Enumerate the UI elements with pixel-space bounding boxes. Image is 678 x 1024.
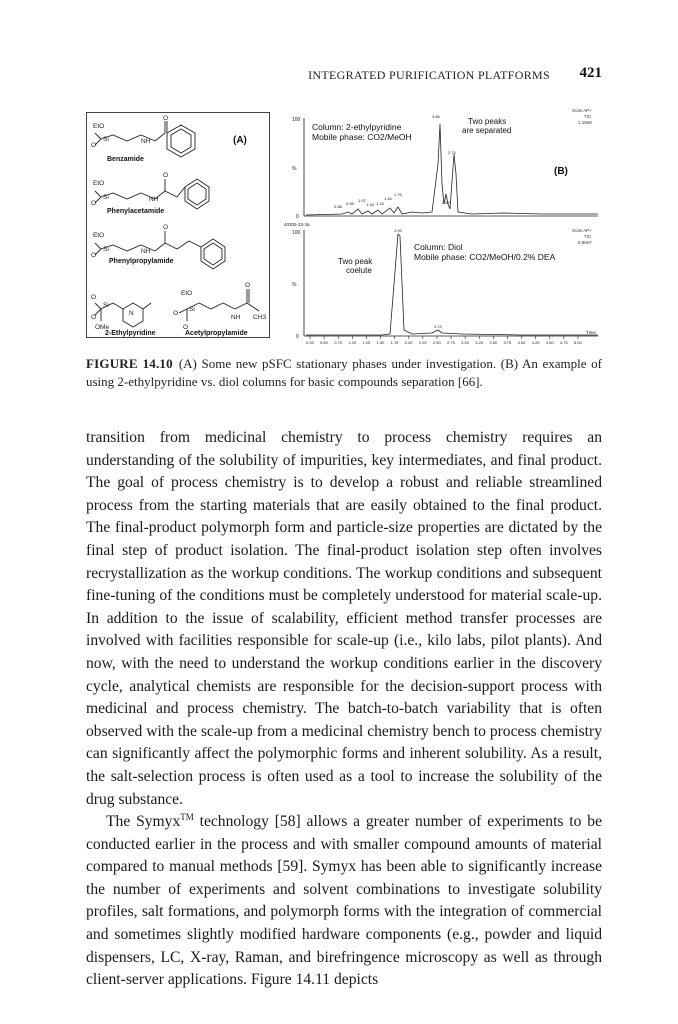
panel-a-structures xyxy=(86,112,270,338)
svg-text:Two peak: Two peak xyxy=(338,257,373,266)
top-chromatogram xyxy=(284,108,598,227)
x-tick-label: 4.50 xyxy=(545,340,554,344)
svg-text:%: % xyxy=(292,166,297,172)
svg-text:0.88: 0.88 xyxy=(334,204,342,209)
svg-text:O: O xyxy=(91,314,97,321)
svg-text:2.74: 2.74 xyxy=(448,150,456,155)
svg-text:NH: NH xyxy=(149,196,159,203)
svg-text:O: O xyxy=(245,282,251,289)
svg-text:Si: Si xyxy=(103,136,109,143)
x-axis-label: Time xyxy=(586,330,596,335)
running-title: INTEGRATED PURIFICATION PLATFORMS xyxy=(308,68,550,82)
svg-text:O: O xyxy=(183,324,189,331)
compound-2-ethylpyridine: 2-Ethylpyridine xyxy=(105,330,156,337)
x-tick-label: 0.75 xyxy=(334,340,343,344)
panel-b-chromatograms xyxy=(282,104,602,344)
x-tick-label: 1.00 xyxy=(348,340,357,344)
bottom-chromatogram xyxy=(292,228,598,344)
svg-text:Si: Si xyxy=(103,194,109,201)
svg-text:5.90e7: 5.90e7 xyxy=(578,240,592,245)
x-tick-label: 2.75 xyxy=(447,340,455,344)
x-tick-label: 1.75 xyxy=(390,340,399,344)
svg-text:EtO: EtO xyxy=(93,180,105,187)
compound-benzamide: Benzamide xyxy=(107,156,144,163)
x-tick-label: 4.25 xyxy=(531,340,540,344)
svg-text:OMe: OMe xyxy=(95,324,110,331)
x-tick-label: 0.25 xyxy=(306,340,314,344)
svg-text:O: O xyxy=(91,252,97,259)
compound-acetylpropylamide: Acetylpropylamide xyxy=(185,330,248,337)
svg-text:TIC: TIC xyxy=(584,114,592,119)
svg-text:100: 100 xyxy=(292,230,301,236)
figure-14-10 xyxy=(86,104,602,344)
panel-b-label: (B) xyxy=(554,166,568,177)
svg-text:1.76: 1.76 xyxy=(394,192,402,197)
svg-text:1.99: 1.99 xyxy=(394,228,402,233)
chromatogram-figure xyxy=(282,104,602,344)
svg-text:CH3: CH3 xyxy=(253,314,267,321)
x-tick-label: 1.25 xyxy=(362,340,371,344)
svg-text:1.18: 1.18 xyxy=(366,202,374,207)
x-tick-label: 2.00 xyxy=(404,340,413,344)
svg-text:EtO: EtO xyxy=(181,290,193,297)
svg-text:0.95: 0.95 xyxy=(346,201,354,206)
x-tick-label: 3.75 xyxy=(503,340,512,344)
svg-text:O: O xyxy=(91,294,97,301)
svg-text:NH: NH xyxy=(231,314,241,321)
svg-text:O: O xyxy=(163,115,169,122)
compound-phenylpropylamide: Phenylpropylamide xyxy=(109,258,174,265)
svg-text:N: N xyxy=(129,310,134,317)
svg-text:EtO: EtO xyxy=(93,232,105,239)
svg-text:TIC: TIC xyxy=(584,234,592,239)
svg-text:coelute: coelute xyxy=(346,266,372,275)
benzamide-eto: EtO xyxy=(93,123,105,130)
bottom-mobile-phase: Mobile phase: CO2/MeOH/0.2% DEA xyxy=(414,252,556,262)
svg-text:Scan AP+: Scan AP+ xyxy=(572,228,592,233)
top-mobile-phase: Mobile phase: CO2/MeOH xyxy=(312,132,412,142)
svg-text:0: 0 xyxy=(296,214,299,220)
body-text xyxy=(86,427,602,992)
svg-text:Si: Si xyxy=(189,306,195,313)
svg-text:O: O xyxy=(163,172,169,179)
x-tick-label: 3.00 xyxy=(461,340,469,344)
svg-text:1.18: 1.18 xyxy=(376,201,384,206)
svg-text:O: O xyxy=(163,224,169,231)
svg-text:O: O xyxy=(91,200,97,207)
x-tick-label: 3.50 xyxy=(489,340,498,344)
paragraph-1: transition from medicinal chemistry to process chemistry requires an understanding of the solubility of impurities, key intermediates, and final product. The goal of process chemistry is to develop a robust and reliable streamlined process from the starting materials that are easily obtained to the final product. The final-product polymorph form and particle-size properties are dictated by the final step of product isolation. The final-product isolation step often involves recrystallization as the workup conditions. The workup conditions and subsequent fine-tuning of the conditions must be completely understood for material scale-up. In addition to the issue of scalability, efficient method transfer processes are involved with facilities responsible for scale-up (i.e., kilo labs, pilot plants). And now, with the need to understand the workup conditions earlier in the discovery cycle, analytical chemists are responsible for the decision-support process with medicinal and process chemistry. The batch-to-batch variability that is often observed with the scale-up from a medicinal chemistry bench to process chemistry can significantly affect the polymorphic forms and inherent solubility. As a result, the salt-selection process is often used as a tool to increase the solubility of the drug substance. xyxy=(86,429,602,808)
trademark-symbol: TM xyxy=(180,811,194,822)
structures-drawing xyxy=(87,113,269,337)
compound-phenylacetamide: Phenylacetamide xyxy=(107,208,165,215)
page-number: 421 xyxy=(579,65,602,81)
svg-text:1.10e8: 1.10e8 xyxy=(578,120,592,125)
top-column-label: Column: 2-ethylpyridine xyxy=(312,122,402,132)
figure-caption xyxy=(86,355,602,391)
svg-text:1.46: 1.46 xyxy=(384,196,392,201)
svg-text:are separated: are separated xyxy=(462,126,512,135)
svg-text:100: 100 xyxy=(292,117,301,123)
x-tick-label: 2.50 xyxy=(432,340,441,344)
figure-label: FIGURE 14.10 xyxy=(86,356,173,371)
x-tick-label: 5.00 xyxy=(574,340,582,344)
svg-text:Si: Si xyxy=(103,302,109,309)
x-axis-ticks xyxy=(306,336,583,344)
x-tick-label: 4.75 xyxy=(559,340,568,344)
x-tick-label: 4.00 xyxy=(517,340,526,344)
svg-text:1.07: 1.07 xyxy=(358,198,366,203)
panel-a-label: (A) xyxy=(233,135,247,146)
svg-text:NH: NH xyxy=(141,248,151,255)
svg-text:2.59: 2.59 xyxy=(442,200,450,205)
x-tick-label: 2.25 xyxy=(418,340,427,344)
svg-text:Si: Si xyxy=(103,246,109,253)
svg-text:Two peaks: Two peaks xyxy=(468,117,507,126)
bottom-column-label: Column: Diol xyxy=(414,242,463,252)
svg-text:2.72: 2.72 xyxy=(434,324,442,329)
x-tick-label: 0.50 xyxy=(320,340,328,344)
x-tick-label: 3.25 xyxy=(475,340,484,344)
svg-text:O: O xyxy=(91,142,97,149)
x-tick-label: 1.50 xyxy=(376,340,385,344)
svg-text:40305-33-3a: 40305-33-3a xyxy=(284,222,310,227)
svg-text:%: % xyxy=(292,282,297,288)
svg-text:Scan AP+: Scan AP+ xyxy=(572,108,592,113)
paragraph-2: The Symyx™ technology [58] allows a greater number of experiments to be conducted earlier in the process and with smaller compound amounts of material compared to manual methods [59]. Symyx has been able to significantly increase the number of experiments and solvent combinations to investigate solubility profiles, salt formations, and polymorph forms with the integration of commercial and sometimes slightly modified hardware components (e.g., powder and liquid dispensers, LC, X-ray, Raman, and birefringence microscopy as well as through client-server applications. Figure 14.11 depicts xyxy=(86,811,602,989)
caption-text: (A) Some new pSFC stationary phases under investigation. (B) An example of using 2-ethylpyridine vs. diol columns for basic compounds separation [66]. xyxy=(86,356,602,389)
svg-text:3.86: 3.86 xyxy=(432,114,440,119)
svg-text:NH: NH xyxy=(141,138,151,145)
page-header xyxy=(86,64,602,84)
svg-text:0: 0 xyxy=(296,334,299,340)
svg-text:O: O xyxy=(173,310,179,317)
